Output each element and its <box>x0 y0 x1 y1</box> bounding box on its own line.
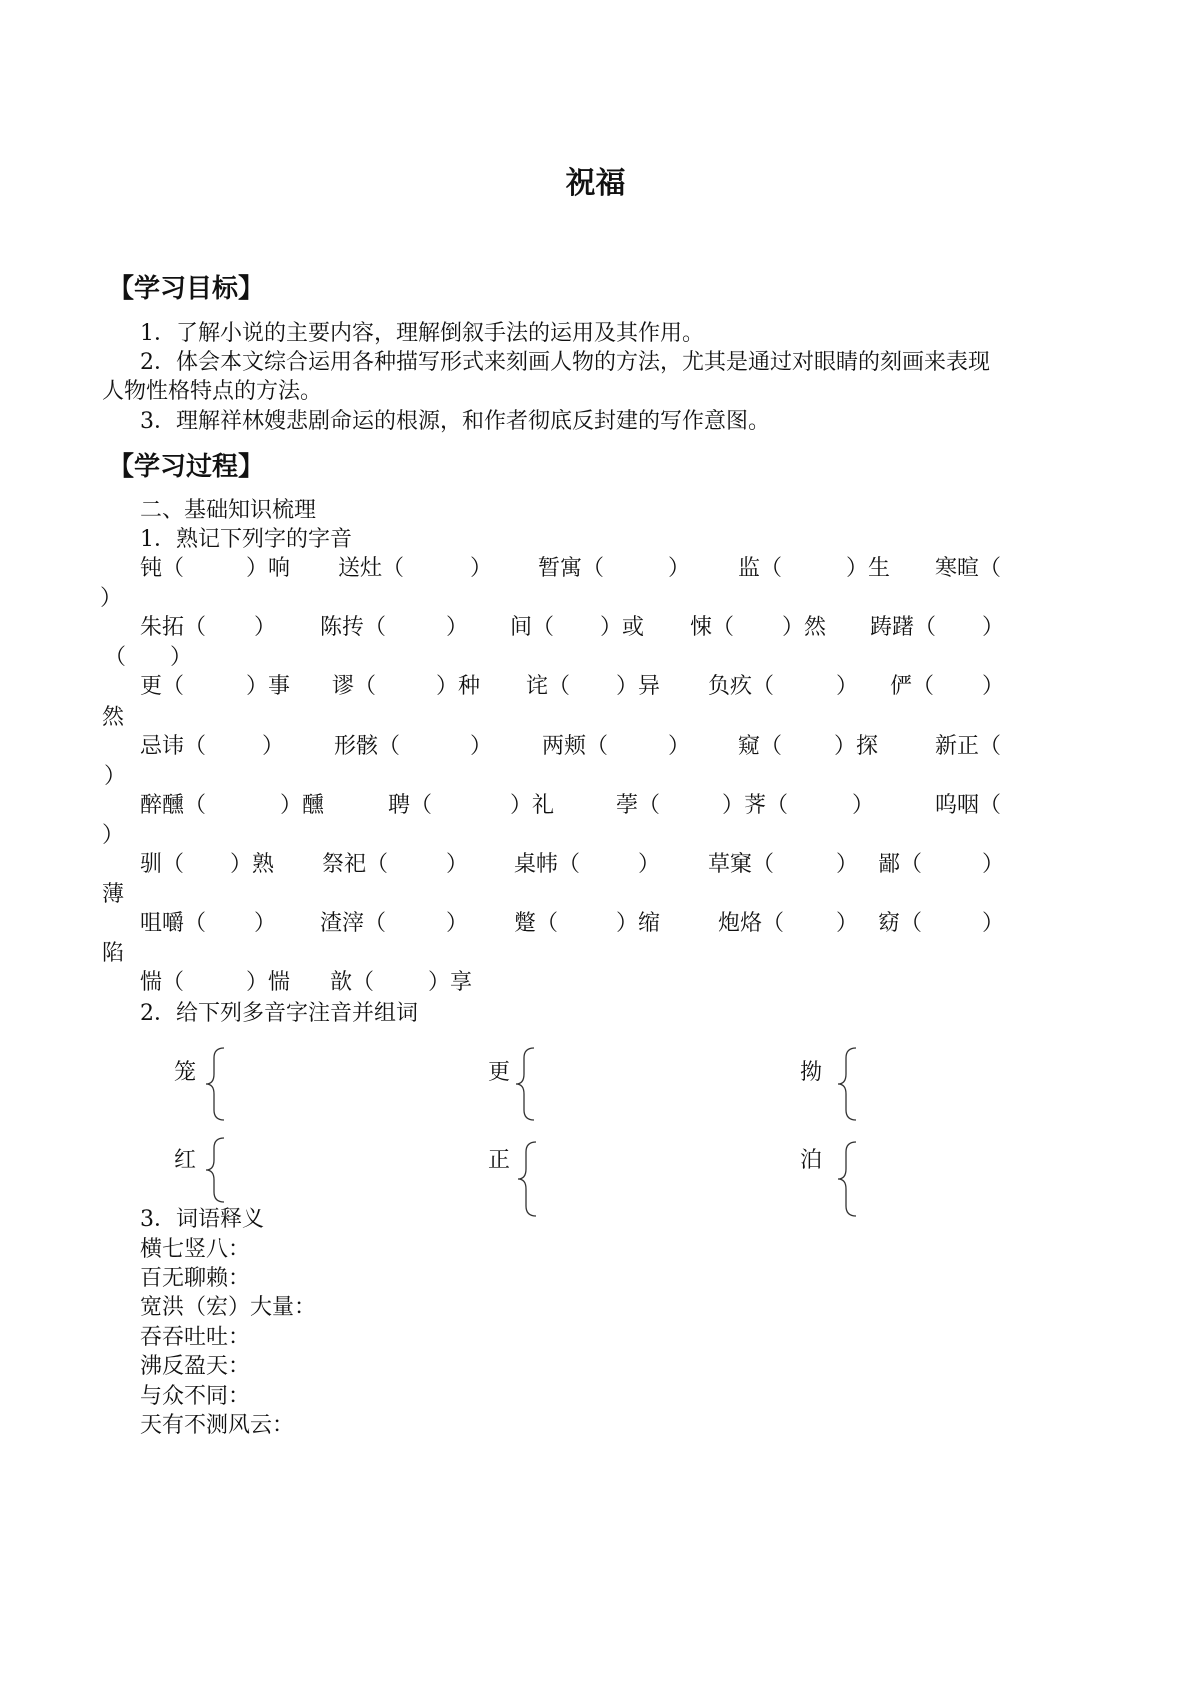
pinyin-wrap: （ ） <box>104 645 193 670</box>
term-item: 天有不测风云： <box>140 1413 295 1438</box>
pinyin-cell: ）或 <box>600 615 645 640</box>
pinyin-cell: 呜咽（ <box>935 793 1002 818</box>
pinyin-cell: ）惴 <box>246 970 291 995</box>
pinyin-cell: ） <box>446 852 469 877</box>
pinyin-cell: 踌躇（ <box>870 615 937 640</box>
process-subheading: 二、基础知识梳理 <box>140 498 317 523</box>
pinyin-wrap: 然 <box>102 705 125 730</box>
pinyin-cell: 陈抟（ <box>320 615 387 640</box>
polyphone-char: 拗 <box>800 1060 823 1085</box>
pinyin-cell: ） <box>836 674 859 699</box>
pinyin-cell: ）缩 <box>616 911 661 936</box>
pinyin-cell: 鄙（ <box>878 852 923 877</box>
pinyin-cell: 渣滓（ <box>320 911 387 936</box>
pinyin-cell: 窈（ <box>878 911 923 936</box>
polyphone-char: 正 <box>488 1148 511 1173</box>
brace-icon <box>836 1140 860 1218</box>
pinyin-cell: ）享 <box>428 970 473 995</box>
term-item: 与众不同： <box>140 1384 251 1409</box>
question-1-title: 1．熟记下列字的字音 <box>140 527 352 552</box>
pinyin-cell: 祭祀（ <box>322 852 389 877</box>
goal-item: 人物性格特点的方法。 <box>102 379 323 404</box>
pinyin-cell: 窥（ <box>738 734 783 759</box>
pinyin-cell: ）探 <box>834 734 879 759</box>
goal-item: 3．理解祥林嫂悲剧命运的根源，和作者彻底反封建的写作意图。 <box>140 409 770 434</box>
polyphone-char: 泊 <box>800 1148 823 1173</box>
pinyin-cell: ） <box>262 734 285 759</box>
polyphone-char: 红 <box>174 1148 197 1173</box>
pinyin-cell: ）礼 <box>510 793 555 818</box>
pinyin-wrap: ） <box>100 586 123 611</box>
pinyin-cell: 惴（ <box>140 970 185 995</box>
pinyin-cell: 俨（ <box>890 674 935 699</box>
pinyin-cell: ）熟 <box>230 852 275 877</box>
term-item: 宽洪（宏）大量： <box>140 1295 317 1320</box>
pinyin-cell: ） <box>852 793 875 818</box>
pinyin-cell: 谬（ <box>332 674 377 699</box>
page-title: 祝福 <box>565 166 626 201</box>
process-heading: 【学习过程】 <box>108 452 265 482</box>
pinyin-cell: ） <box>668 556 691 581</box>
pinyin-cell: ） <box>254 615 277 640</box>
pinyin-cell: 咀嚼（ <box>140 911 207 936</box>
pinyin-cell: 悚（ <box>690 615 735 640</box>
pinyin-cell: 忌讳（ <box>140 734 207 759</box>
brace-icon <box>204 1046 228 1122</box>
goal-item: 2．体会本文综合运用各种描写形式来刻画人物的方法，尤其是通过对眼睛的刻画来表现 <box>140 350 990 375</box>
pinyin-cell: 钝（ <box>140 556 185 581</box>
term-item: 横七竖八： <box>140 1237 251 1262</box>
pinyin-cell: ） <box>982 674 1005 699</box>
pinyin-cell: 桌帏（ <box>514 852 581 877</box>
brace-icon <box>204 1136 228 1204</box>
question-3-title: 3．词语释义 <box>140 1207 264 1232</box>
pinyin-cell: 驯（ <box>140 852 185 877</box>
pinyin-wrap: 薄 <box>102 882 125 907</box>
goals-heading: 【学习目标】 <box>108 274 265 304</box>
pinyin-cell: ） <box>638 852 661 877</box>
pinyin-cell: ）生 <box>846 556 891 581</box>
pinyin-cell: ） <box>470 556 493 581</box>
pinyin-cell: 负疚（ <box>708 674 775 699</box>
polyphone-char: 笼 <box>174 1060 197 1085</box>
pinyin-cell: ） <box>982 615 1005 640</box>
pinyin-cell: 诧（ <box>526 674 571 699</box>
pinyin-cell: 寒暄（ <box>935 556 1002 581</box>
term-item: 沸反盈天： <box>140 1354 251 1379</box>
goal-item: 1．了解小说的主要内容，理解倒叙手法的运用及其作用。 <box>140 321 704 346</box>
pinyin-cell: 草窠（ <box>708 852 775 877</box>
pinyin-cell: ） <box>836 911 859 936</box>
pinyin-cell: 聘（ <box>388 793 433 818</box>
question-2-title: 2．给下列多音字注音并组词 <box>140 1001 418 1026</box>
pinyin-cell: 间（ <box>510 615 555 640</box>
pinyin-cell: 两颊（ <box>542 734 609 759</box>
pinyin-cell: ）种 <box>436 674 481 699</box>
pinyin-cell: 暂寓（ <box>538 556 605 581</box>
pinyin-wrap: ） <box>102 823 125 848</box>
term-item: 百无聊赖： <box>140 1266 251 1291</box>
pinyin-cell: ） <box>446 615 469 640</box>
pinyin-cell: ）响 <box>246 556 291 581</box>
pinyin-cell: 送灶（ <box>338 556 405 581</box>
pinyin-cell: ） <box>668 734 691 759</box>
pinyin-wrap: ） <box>104 764 127 789</box>
pinyin-cell: 蹩（ <box>514 911 559 936</box>
term-item: 吞吞吐吐： <box>140 1325 251 1350</box>
pinyin-cell: ）荠（ <box>722 793 789 818</box>
pinyin-cell: ） <box>982 911 1005 936</box>
brace-icon <box>516 1140 540 1218</box>
pinyin-cell: ）然 <box>782 615 827 640</box>
brace-icon <box>836 1046 860 1122</box>
polyphone-char: 更 <box>488 1060 511 1085</box>
pinyin-cell: 朱拓（ <box>140 615 207 640</box>
pinyin-cell: ）醺 <box>280 793 325 818</box>
pinyin-cell: 醉醺（ <box>140 793 207 818</box>
brace-icon <box>514 1046 538 1122</box>
pinyin-cell: ） <box>836 852 859 877</box>
pinyin-cell: ）事 <box>246 674 291 699</box>
pinyin-cell: 更（ <box>140 674 185 699</box>
pinyin-cell: 新正（ <box>935 734 1002 759</box>
pinyin-cell: 监（ <box>738 556 783 581</box>
pinyin-cell: ） <box>254 911 277 936</box>
pinyin-cell: 荸（ <box>616 793 661 818</box>
pinyin-cell: 歆（ <box>330 970 375 995</box>
pinyin-cell: ）异 <box>616 674 661 699</box>
pinyin-cell: ） <box>446 911 469 936</box>
pinyin-cell: 炮烙（ <box>718 911 785 936</box>
pinyin-wrap: 陷 <box>102 941 125 966</box>
pinyin-cell: ） <box>982 852 1005 877</box>
pinyin-cell: 形骸（ <box>334 734 401 759</box>
pinyin-cell: ） <box>470 734 493 759</box>
